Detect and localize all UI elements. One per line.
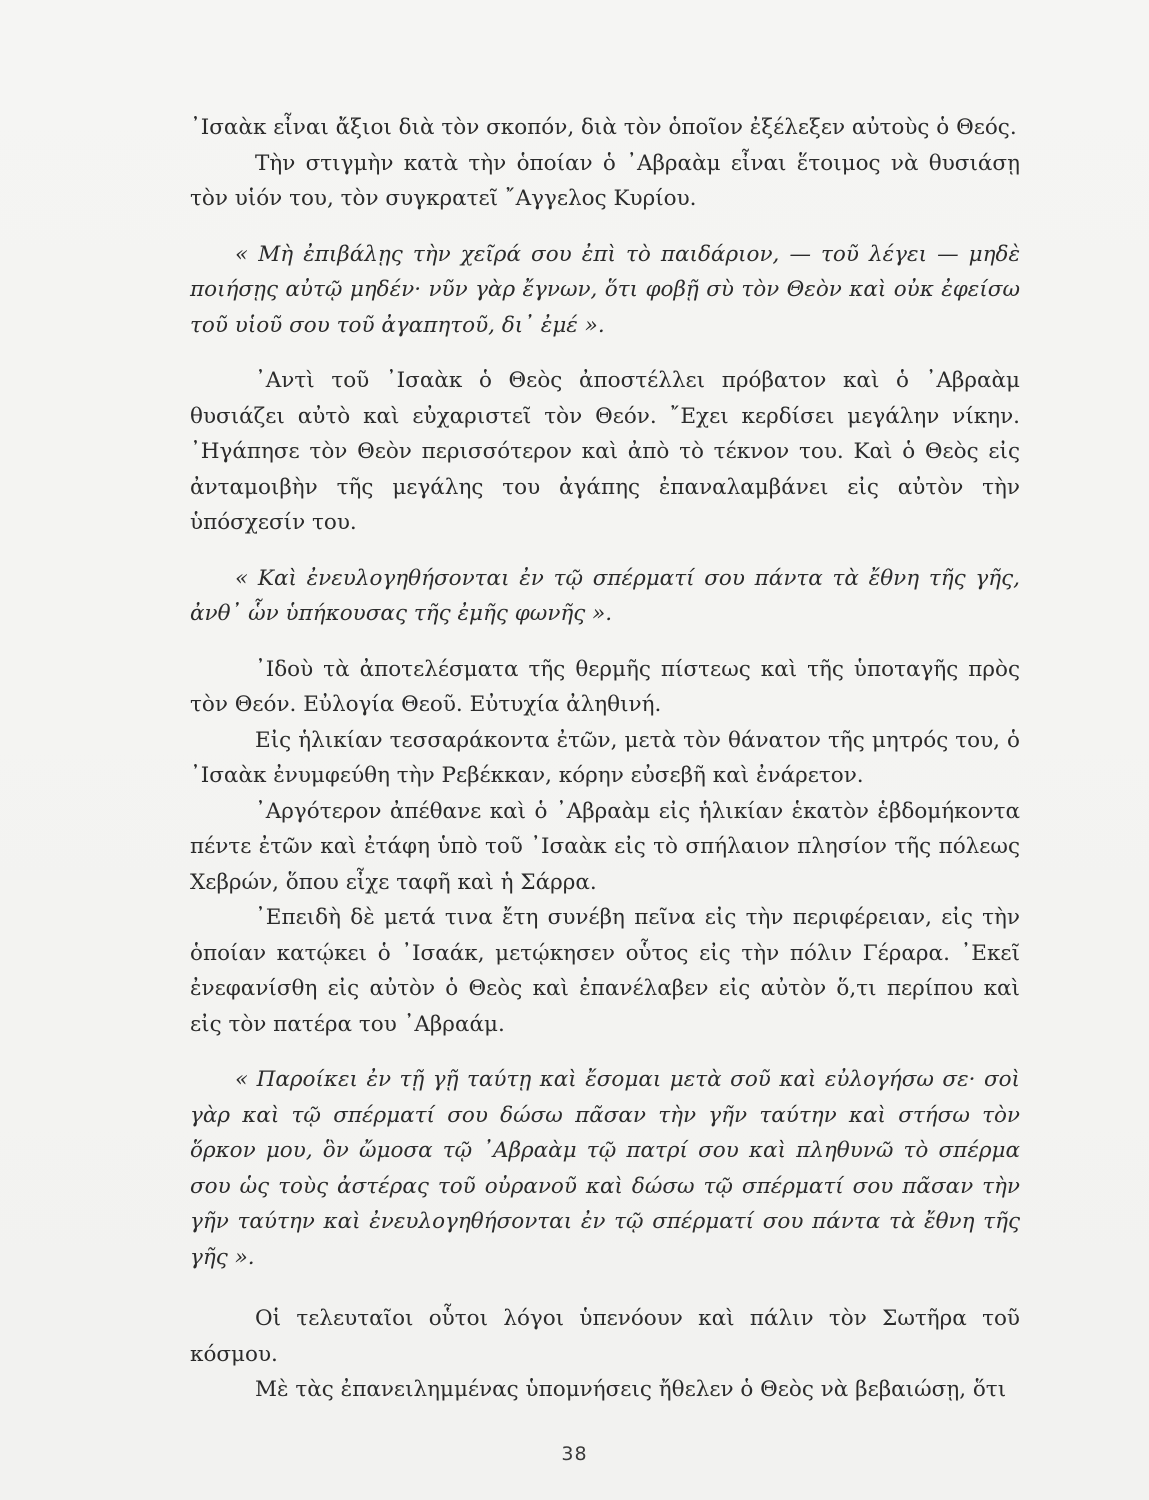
- paragraph-6: ᾿Αργότερον ἀπέθανε καὶ ὁ ᾿Αβραὰμ εἰς ἡλικίαν ἑκατὸν ἑβδομήκοντα πέντε ἐτῶν καὶ ἐτάφη ὑπὸ τοῦ ᾿Ισαὰκ εἰς τὸ σπήλαιον πλησίον τῆς πόλεως Χεβρών, ὅπου εἶχε ταφῆ καὶ ἡ Σάρρα.: [190, 798, 1020, 895]
- paragraph-4: ᾿Ιδοὺ τὰ ἀποτελέσματα τῆς θερμῆς πίστεως καὶ τῆς ὑποταγῆς πρὸς τὸν Θεόν. Εὐλογία Θεοῦ. Εὐτυχία ἀληθινή.: [190, 656, 1020, 717]
- paragraph-2: Τὴν στιγμὴν κατὰ τὴν ὁποίαν ὁ ᾿Αβραὰμ εἶναι ἕτοιμος νὰ θυσιάσῃ τὸν υἱόν του, τὸν συγκρατεῖ ῎Αγγελος Κυρίου.: [190, 150, 1020, 211]
- paragraph-7: ᾿Επειδὴ δὲ μετά τινα ἔτη συνέβη πεῖνα εἰς τὴν περιφέρειαν, εἰς τὴν ὁποίαν κατῴκει ὁ ᾿Ισαάκ, μετῴκησεν οὗτος εἰς τὴν πόλιν Γέραρα. ᾿Εκεῖ ἐνεφανίσθη εἰς αὐτὸν ὁ Θεὸς καὶ ἐπανέλαβεν εἰς αὐτὸν ὅ,τι περίπου καὶ εἰς τὸν πατέρα του ᾿Αβραάμ.: [190, 905, 1020, 1037]
- paragraph-5: Εἰς ἡλικίαν τεσσαράκοντα ἐτῶν, μετὰ τὸν θάνατον τῆς μητρός του, ὁ ᾿Ισαὰκ ἐνυμφεύθη τὴν Ρεβέκκαν, κόρην εὐσεβῆ καὶ ἐνάρετον.: [190, 727, 1020, 788]
- body-text: [190, 110, 1020, 1408]
- quote-angel: « Μὴ ἐπιβάλῃς τὴν χεῖρά σου ἐπὶ τὸ παιδάριον, — τοῦ λέγει — μηδὲ ποιήσῃς αὐτῷ μηδέν· νῦν γὰρ ἔγνων, ὅτι φοβῇ σὺ τὸν Θεὸν καὶ οὐκ ἐφείσω τοῦ υἱοῦ σου τοῦ ἀγαπητοῦ, δι᾿ ἐμέ ».: [190, 241, 1020, 338]
- quote-promise: « Παροίκει ἐν τῇ γῇ ταύτῃ καὶ ἔσομαι μετὰ σοῦ καὶ εὐλογήσω σε· σοὶ γὰρ καὶ τῷ σπέρματί σου δώσω πᾶσαν τὴν γῆν ταύτην καὶ στήσω τὸν ὅρκον μου, ὃν ὤμοσα τῷ ᾿Αβραὰμ τῷ πατρί σου καὶ πληθυνῶ τὸ σπέρμα σου ὡς τοὺς ἀστέρας τοῦ οὐρανοῦ καὶ δώσω τῷ σπέρματί σου πᾶσαν τὴν γῆν ταύτην καὶ ἐνευλογηθήσονται ἐν τῷ σπέρματί σου πάντα τὰ ἔθνη τῆς γῆς ».: [190, 1067, 1020, 1270]
- paragraph-8: Οἱ τελευταῖοι οὗτοι λόγοι ὑπενόουν καὶ πάλιν τὸν Σωτῆρα τοῦ κόσμου.: [190, 1306, 1020, 1367]
- page-number: 38: [561, 1443, 588, 1465]
- paragraph-3: ᾿Αντὶ τοῦ ᾿Ισαὰκ ὁ Θεὸς ἀποστέλλει πρόβατον καὶ ὁ ᾿Αβραὰμ θυσιάζει αὐτὸ καὶ εὐχαριστεῖ τὸν Θεόν. ῎Εχει κερδίσει μεγάλην νίκην. ᾿Ηγάπησε τὸν Θεὸν περισσότερον καὶ ἀπὸ τὸ τέκνον του. Καὶ ὁ Θεὸς εἰς ἀνταμοιβὴν τῆς μεγάλης του ἀγάπης ἐπαναλαμβάνει εἰς αὐτὸν τὴν ὑπόσχεσίν του.: [190, 368, 1020, 535]
- paragraph-1: ᾿Ισαὰκ εἶναι ἄξιοι διὰ τὸν σκοπόν, διὰ τὸν ὁποῖον ἐξέλεξεν αὐτοὺς ὁ Θεός.: [190, 115, 1017, 140]
- paragraph-9: Μὲ τὰς ἐπανειλημμένας ὑπομνήσεις ἤθελεν ὁ Θεὸς νὰ βεβαιώσῃ, ὅτι: [255, 1377, 1007, 1402]
- quote-blessing: « Καὶ ἐνευλογηθήσονται ἐν τῷ σπέρματί σου πάντα τὰ ἔθνη τῆς γῆς, ἀνθ᾿ ὧν ὑπήκουσας τῆς ἐμῆς φωνῆς ».: [190, 565, 1020, 626]
